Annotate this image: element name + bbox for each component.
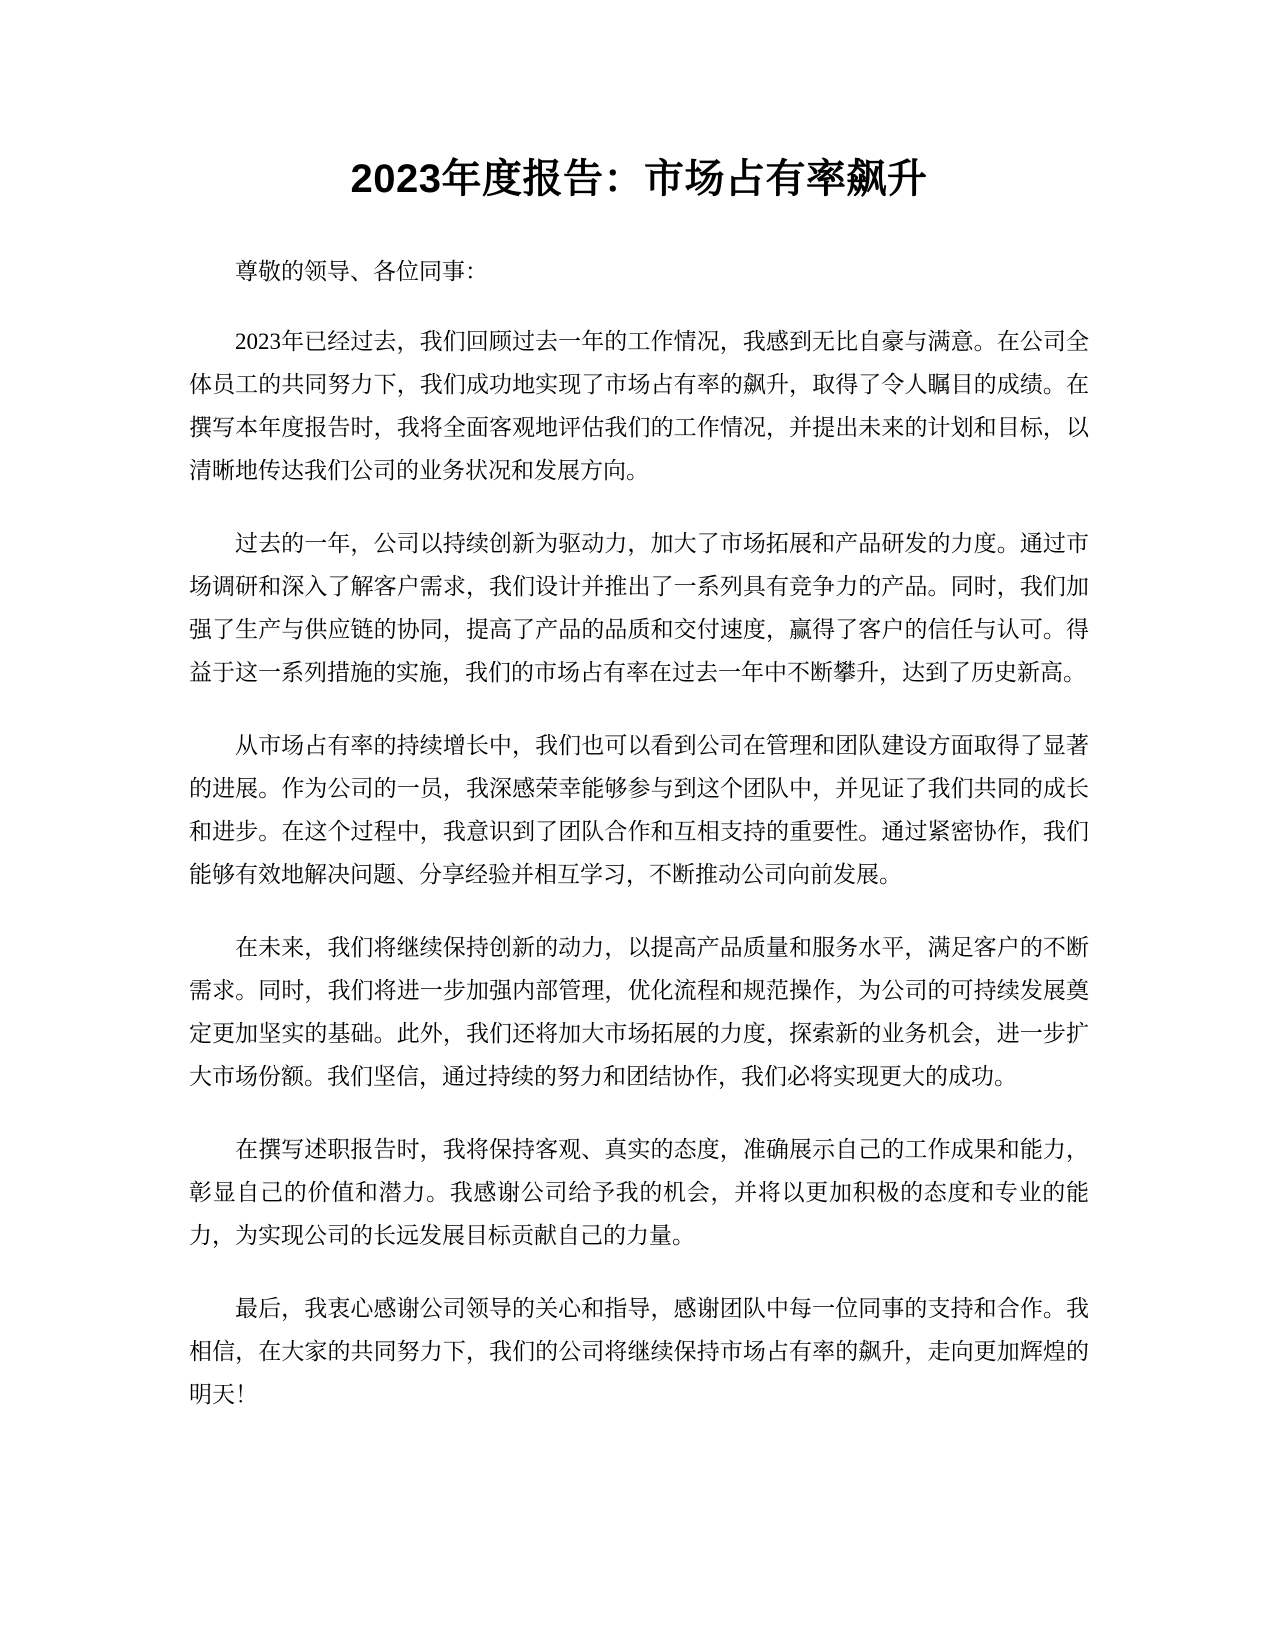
paragraph-2: 过去的一年，公司以持续创新为驱动力，加大了市场拓展和产品研发的力度。通过市场调研和深入了解客户需求，我们设计并推出了一系列具有竞争力的产品。同时，我们加强了生产与供应链的协同，提高了产品的品质和交付速度，赢得了客户的信任与认可。得益于这一系列措施的实施，我们的市场占有率在过去一年中不断攀升，达到了历史新高。 xyxy=(189,531,1089,685)
salutation: 尊敬的领导、各位同事： xyxy=(235,259,488,284)
paragraph-3: 从市场占有率的持续增长中，我们也可以看到公司在管理和团队建设方面取得了显著的进展。作为公司的一员，我深感荣幸能够参与到这个团队中，并见证了我们共同的成长和进步。在这个过程中，我意识到了团队合作和互相支持的重要性。通过紧密协作，我们能够有效地解决问题、分享经验并相互学习，不断推动公司向前发展。 xyxy=(189,733,1089,887)
paragraph-6: 最后，我衷心感谢公司领导的关心和指导，感谢团队中每一位同事的支持和合作。我相信，在大家的共同努力下，我们的公司将继续保持市场占有率的飙升，走向更加辉煌的明天！ xyxy=(189,1296,1089,1407)
paragraph-4: 在未来，我们将继续保持创新的动力，以提高产品质量和服务水平，满足客户的不断需求。同时，我们将进一步加强内部管理，优化流程和规范操作，为公司的可持续发展奠定更加坚实的基础。此外，我们还将加大市场拓展的力度，探索新的业务机会，进一步扩大市场份额。我们坚信，通过持续的努力和团结协作，我们必将实现更大的成功。 xyxy=(189,935,1089,1089)
paragraph-1: 2023年已经过去，我们回顾过去一年的工作情况，我感到无比自豪与满意。在公司全体员工的共同努力下，我们成功地实现了市场占有率的飙升，取得了令人瞩目的成绩。在撰写本年度报告时，我将全面客观地评估我们的工作情况，并提出未来的计划和目标，以清晰地传达我们公司的业务状况和发展方向。 xyxy=(189,329,1089,483)
document-title: 2023年度报告：市场占有率飙升 xyxy=(350,157,928,201)
paragraph-5: 在撰写述职报告时，我将保持客观、真实的态度，准确展示自己的工作成果和能力，彰显自己的价值和潜力。我感谢公司给予我的机会，并将以更加积极的态度和专业的能力，为实现公司的长远发展目标贡献自己的力量。 xyxy=(189,1137,1089,1248)
